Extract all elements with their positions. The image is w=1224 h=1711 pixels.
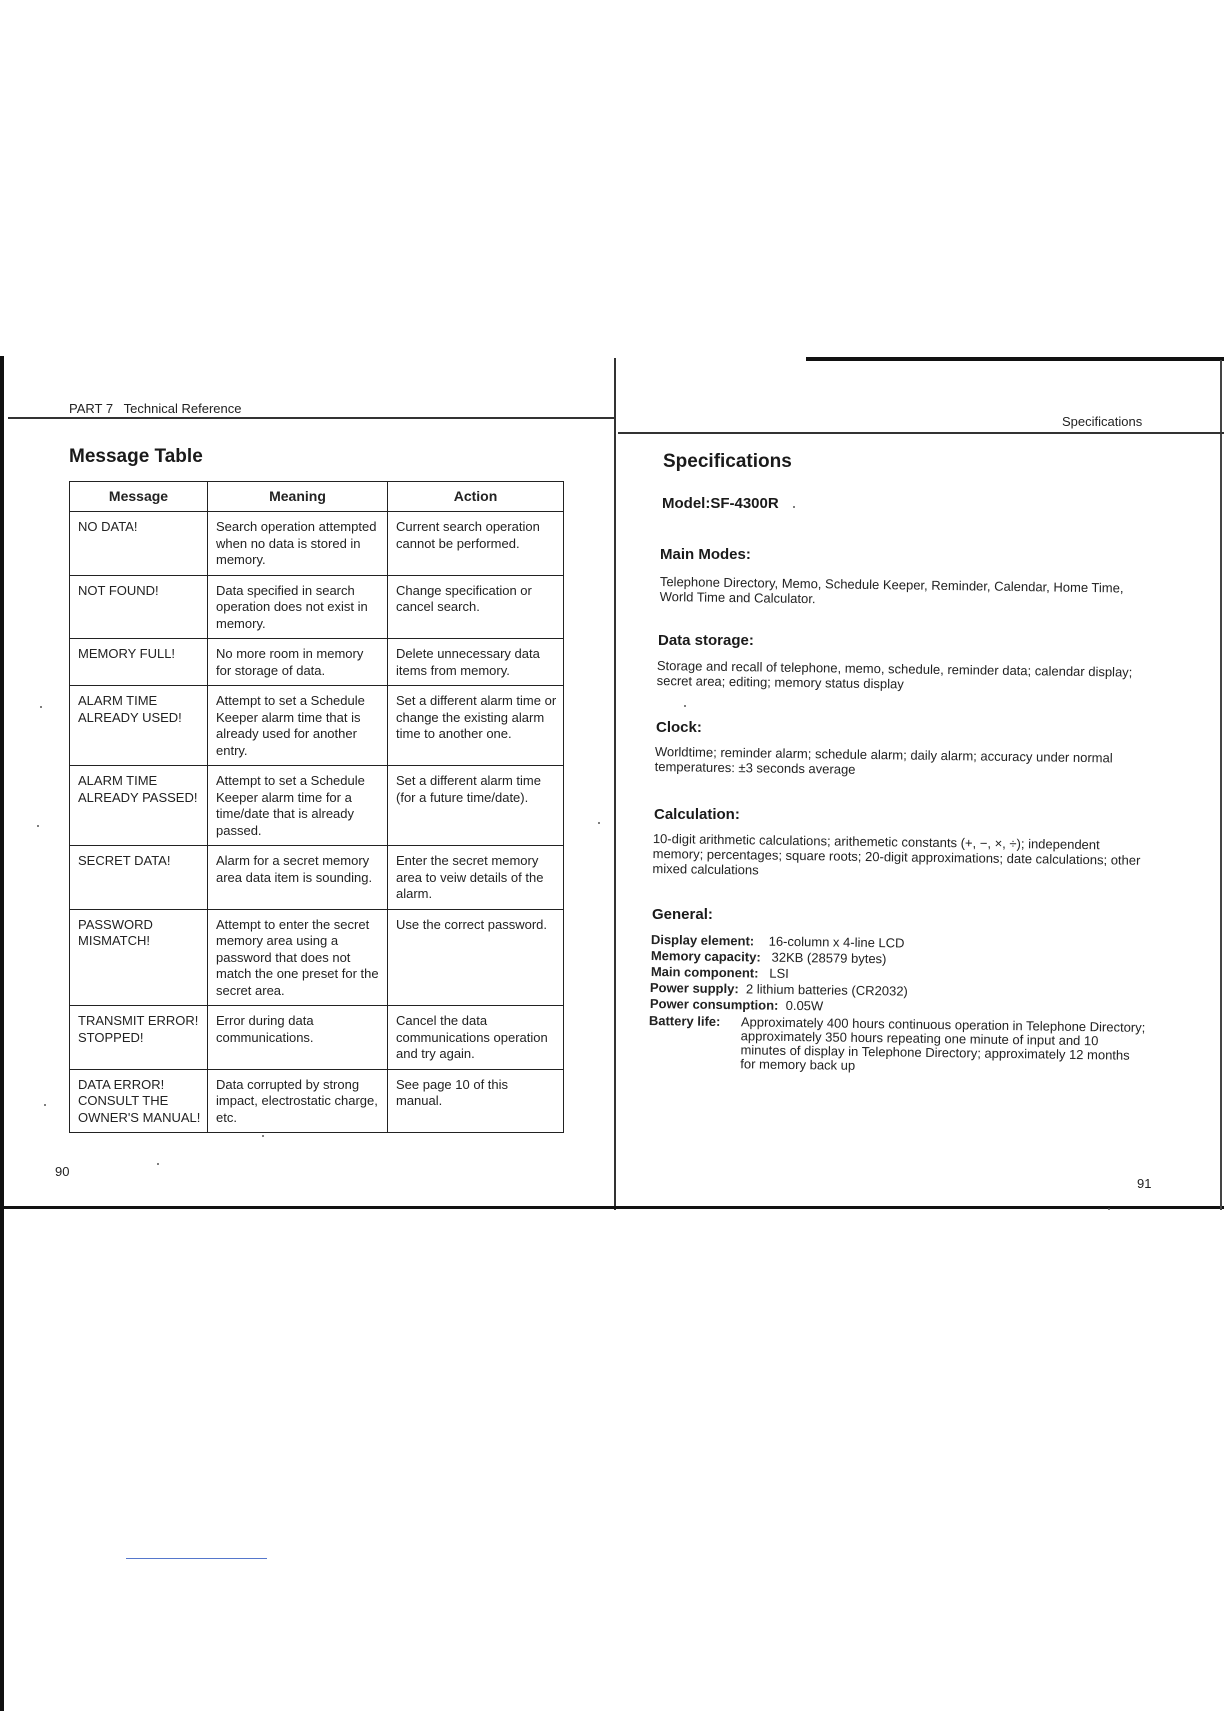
scan-speck bbox=[37, 825, 39, 827]
section-heading-data-storage: Data storage: bbox=[658, 632, 754, 649]
header-message: Message bbox=[70, 482, 208, 512]
section-heading-general: General: bbox=[652, 906, 713, 923]
spec-value: 2 lithium batteries (CR2032) bbox=[745, 981, 908, 999]
cell-meaning: Data corrupted by strong impact, electrostatic charge, etc. bbox=[208, 1069, 388, 1133]
cell-meaning: Attempt to set a Schedule Keeper alarm time that is already used for another entry. bbox=[208, 686, 388, 766]
section-body-clock: Worldtime; reminder alarm; schedule alarm; daily alarm; accuracy under normal temperatures: ±3 seconds average bbox=[654, 744, 1113, 777]
right-page-number: 91 bbox=[1137, 1176, 1152, 1191]
spec-value: LSI bbox=[769, 965, 789, 981]
right-running-head: Specifications bbox=[1062, 414, 1143, 429]
table-row bbox=[70, 846, 564, 910]
spec-label: Display element: bbox=[650, 932, 755, 949]
cell-message: ALARM TIME ALREADY USED! bbox=[70, 686, 208, 766]
page-title-specifications: Specifications bbox=[663, 451, 792, 472]
left-page-number: 90 bbox=[55, 1164, 70, 1179]
cell-message: DATA ERROR! CONSULT THE OWNER'S MANUAL! bbox=[70, 1069, 208, 1133]
model-number: Model:SF-4300R bbox=[662, 495, 779, 512]
scan-speck bbox=[40, 706, 42, 708]
table-row bbox=[70, 766, 564, 846]
cell-action: Current search operation cannot be performed. bbox=[388, 512, 564, 576]
section-heading-main-modes: Main Modes: bbox=[660, 546, 751, 563]
cell-meaning: Error during data communications. bbox=[208, 1006, 388, 1070]
spec-value: 16-column x 4-line LCD bbox=[768, 933, 905, 951]
table-row bbox=[70, 512, 564, 576]
top-right-edge bbox=[806, 357, 1224, 361]
cell-message: NOT FOUND! bbox=[70, 575, 208, 639]
table-row bbox=[70, 1006, 564, 1070]
spec-power-consumption bbox=[650, 996, 824, 1013]
table-row bbox=[70, 575, 564, 639]
scan-speck bbox=[684, 705, 686, 707]
cell-meaning: Alarm for a secret memory area data item is sounding. bbox=[208, 846, 388, 910]
table-row bbox=[70, 639, 564, 686]
spec-value: 32KB (28579 bytes) bbox=[771, 949, 887, 967]
footer-blue-line bbox=[126, 1558, 267, 1559]
cell-action: Use the correct password. bbox=[388, 909, 564, 1006]
cell-action: Change specification or cancel search. bbox=[388, 575, 564, 639]
cell-meaning: Search operation attempted when no data is stored in memory. bbox=[208, 512, 388, 576]
left-edge-line bbox=[0, 356, 4, 1711]
section-body-data-storage: Storage and recall of telephone, memo, schedule, reminder data; calendar display; secret area; editing; memory status display bbox=[656, 658, 1133, 692]
header-meaning: Meaning bbox=[208, 482, 388, 512]
cell-message: MEMORY FULL! bbox=[70, 639, 208, 686]
header-action: Action bbox=[388, 482, 564, 512]
table-row bbox=[70, 909, 564, 1006]
page-title-message-table: Message Table bbox=[69, 446, 203, 467]
section-heading-calculation: Calculation: bbox=[654, 806, 740, 823]
spec-label: Power supply: bbox=[649, 980, 739, 997]
scan-speck bbox=[1108, 1208, 1110, 1210]
spec-value: Approximately 400 hours continuous operation in Telephone Directory; approximately 350 hours repeating one minute of input and 10 minutes of display in Telephone Directory; approximately 12 months for memory back up bbox=[740, 1014, 1146, 1073]
table-row bbox=[70, 1069, 564, 1133]
spec-value: 0.05W bbox=[785, 997, 824, 1014]
cell-action: Set a different alarm time (for a future time/date). bbox=[388, 766, 564, 846]
scan-speck bbox=[157, 1163, 159, 1165]
cell-message: NO DATA! bbox=[70, 512, 208, 576]
spec-label: Battery life: bbox=[648, 1013, 721, 1029]
cell-message: SECRET DATA! bbox=[70, 846, 208, 910]
scan-speck bbox=[598, 822, 600, 824]
bottom-edge bbox=[0, 1206, 1224, 1209]
left-header-rule bbox=[8, 417, 614, 419]
section-body-main-modes: Telephone Directory, Memo, Schedule Keeper, Reminder, Calendar, Home Time, World Time and Calculator. bbox=[659, 574, 1124, 607]
cell-meaning: Attempt to set a Schedule Keeper alarm time for a time/date that is already passed. bbox=[208, 766, 388, 846]
spine-line bbox=[614, 358, 616, 1210]
cell-message: TRANSMIT ERROR! STOPPED! bbox=[70, 1006, 208, 1070]
cell-meaning: Data specified in search operation does not exist in memory. bbox=[208, 575, 388, 639]
message-table bbox=[69, 481, 564, 1133]
spec-main-component bbox=[651, 964, 789, 981]
table-row bbox=[70, 686, 564, 766]
cell-meaning: No more room in memory for storage of data. bbox=[208, 639, 388, 686]
cell-message: PASSWORD MISMATCH! bbox=[70, 909, 208, 1006]
cell-action: See page 10 of this manual. bbox=[388, 1069, 564, 1133]
spec-battery-life bbox=[648, 1014, 1149, 1081]
spec-label: Memory capacity: bbox=[650, 948, 761, 965]
scan-speck bbox=[44, 1104, 46, 1106]
spec-label: Power consumption: bbox=[649, 996, 779, 1013]
scan-speck bbox=[262, 1135, 264, 1137]
cell-action: Cancel the data communications operation and try again. bbox=[388, 1006, 564, 1070]
cell-meaning: Attempt to enter the secret memory area using a password that does not match the one preset for the secret area. bbox=[208, 909, 388, 1006]
cell-message: ALARM TIME ALREADY PASSED! bbox=[70, 766, 208, 846]
spec-label: Main component: bbox=[650, 964, 759, 981]
scan-speck bbox=[793, 506, 795, 508]
table-header-row bbox=[70, 482, 564, 512]
cell-action: Enter the secret memory area to veiw details of the alarm. bbox=[388, 846, 564, 910]
cell-action: Set a different alarm time or change the existing alarm time to another one. bbox=[388, 686, 564, 766]
left-running-head: PART 7 Technical Reference bbox=[69, 401, 242, 416]
right-edge-line bbox=[1220, 360, 1222, 1210]
cell-action: Delete unnecessary data items from memory. bbox=[388, 639, 564, 686]
section-heading-clock: Clock: bbox=[656, 719, 702, 736]
right-header-rule bbox=[618, 432, 1224, 434]
section-body-calculation: 10-digit arithmetic calculations; arithemetic constants (+, −, ×, ÷); independent memory; percentages; square roots; 20-digit approximations; date calculations; other mixed calculations bbox=[652, 831, 1141, 878]
